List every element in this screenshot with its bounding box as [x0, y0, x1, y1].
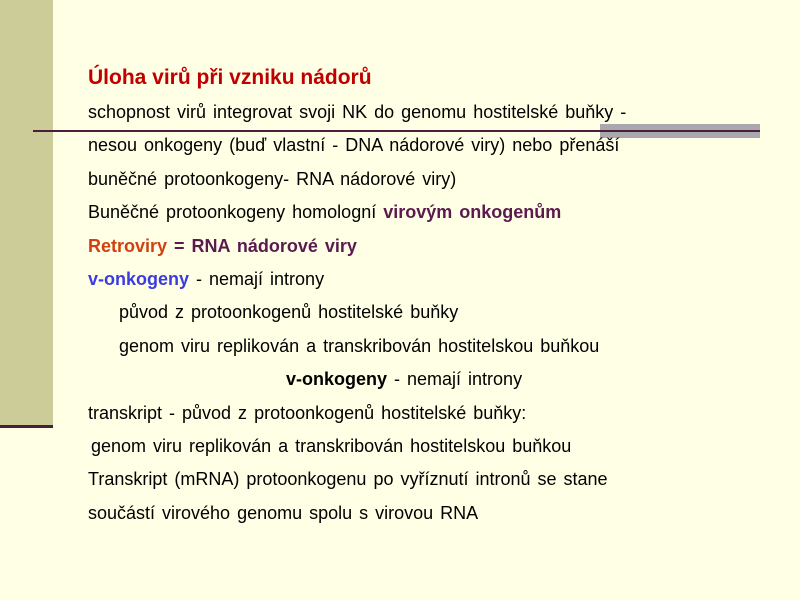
text-line-13: součástí virového genomu spolu s virovou RNA	[88, 502, 479, 523]
side-decoration-line	[0, 425, 53, 428]
text-line-6-plain: - nemají introny	[189, 268, 325, 289]
side-decoration-bar	[0, 0, 53, 427]
text-line-4	[88, 196, 788, 229]
text-line-8: genom viru replikován a transkribován hostitelskou buňkou	[119, 335, 600, 356]
text-line-9-plain: - nemají introny	[387, 369, 523, 390]
text-line-6	[88, 263, 788, 296]
text-line-11: genom viru replikován a transkribován hostitelskou buňkou	[91, 435, 572, 456]
text-line-7: původ z protoonkogenů hostitelské buňky	[119, 302, 459, 323]
text-line-1: schopnost virů integrovat svoji NK do genomu hostitelské buňky -	[88, 102, 627, 122]
text-line-4-emphasis: virovým onkogenům	[383, 202, 562, 223]
text-line-5	[88, 230, 788, 263]
retroviry-label: Retroviry	[88, 235, 168, 256]
text-line-4-plain: Buněčné protoonkogeny homologní	[88, 202, 384, 223]
slide-title: Úloha virů při vzniku nádorů	[88, 66, 372, 89]
v-onkogeny-bold: v-onkogeny	[286, 369, 388, 390]
slide-content	[88, 60, 788, 530]
v-onkogeny-label: v-onkogeny	[88, 268, 190, 289]
text-line-9	[88, 363, 788, 396]
rna-viry-label: = RNA nádorové viry	[167, 235, 357, 256]
text-line-2: nesou onkogeny (buď vlastní - DNA nádorové viry) nebo přenáší	[88, 135, 620, 156]
text-line-3: buněčné protoonkogeny- RNA nádorové viry)	[88, 168, 457, 189]
text-line-10: transkript - původ z protoonkogenů hostitelské buňky:	[88, 402, 527, 423]
text-line-12: Transkript (mRNA) protoonkogenu po vyříznutí intronů se stane	[88, 469, 608, 490]
